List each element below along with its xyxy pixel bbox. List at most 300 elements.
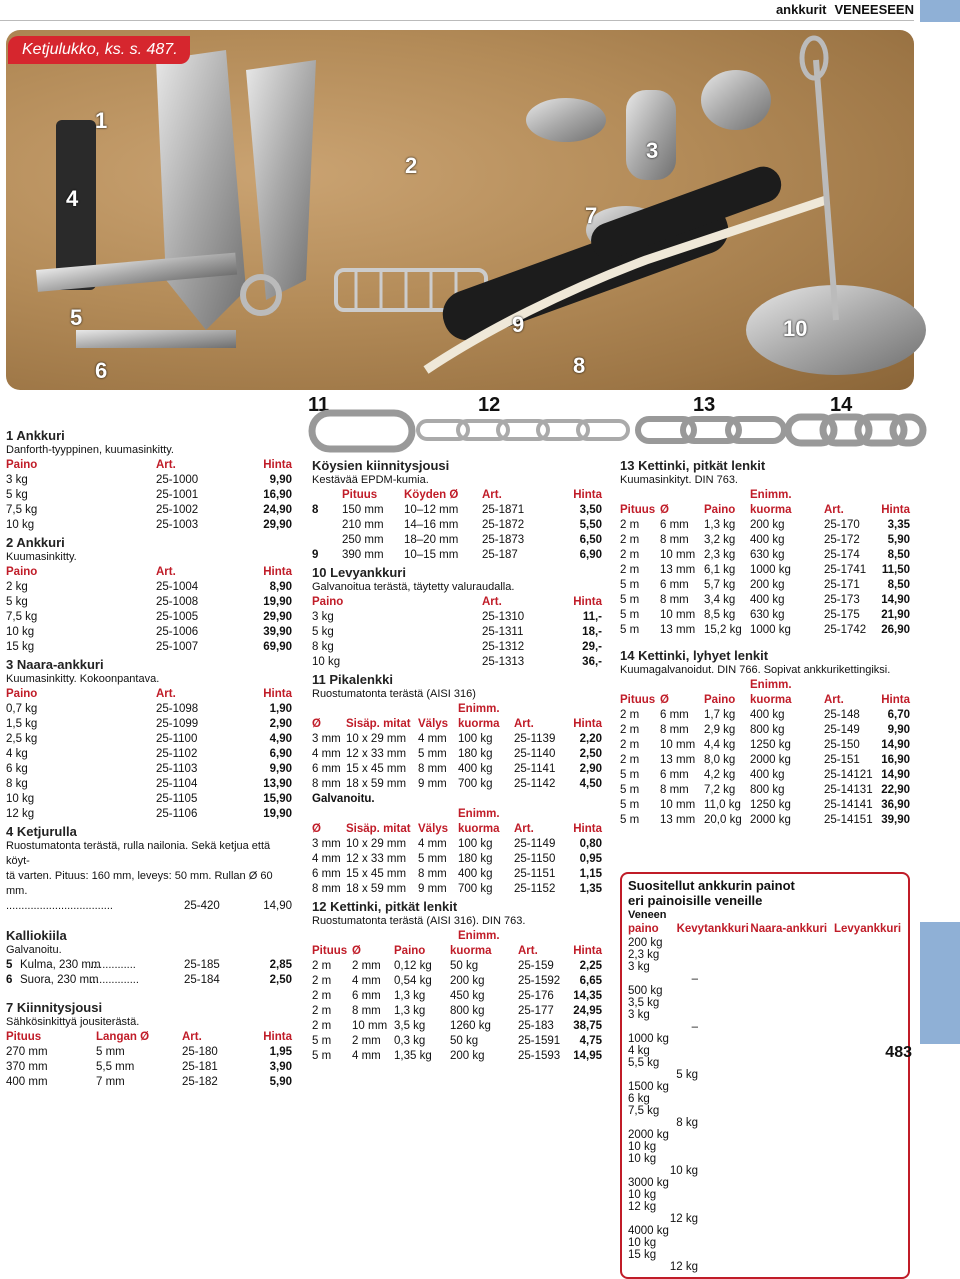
col-d: Ø	[660, 504, 669, 516]
spacer	[312, 702, 458, 717]
table-cell: 8,90	[269, 581, 292, 593]
col-pituus: Pituus	[312, 945, 348, 957]
table-header	[312, 717, 602, 732]
wedge-table	[6, 958, 292, 988]
table-cell: 3,2 kg	[704, 534, 736, 546]
table-cell: 2 m	[312, 975, 332, 987]
table-cell: 9,90	[269, 474, 292, 486]
recommendation-table	[628, 937, 902, 1273]
section-roller-desc-1: Ruostumatonta terästä, rulla nailonia. Sekä ketjua että köyt-	[6, 840, 271, 867]
table-cell: 0,7 kg	[6, 703, 38, 715]
table-cell: 2,50	[579, 748, 602, 760]
col-d: Ø	[660, 694, 669, 706]
table-cell: 4 mm	[352, 1050, 381, 1062]
spacer	[620, 488, 750, 503]
section-chain-12-title: 12 Kettinki, pitkät lenkit	[312, 899, 458, 914]
col-art: Art.	[824, 694, 844, 706]
table-cell: 2000 kg	[750, 814, 791, 826]
table-row	[620, 608, 910, 623]
table-cell: 9	[312, 549, 319, 561]
table-cell: 25-1005	[156, 611, 199, 623]
table-cell: 400 kg	[458, 868, 493, 880]
table-cell: 1,95	[269, 1046, 292, 1058]
table-cell: 10 kg	[6, 626, 35, 638]
table-cell: 2,3 kg	[628, 949, 660, 961]
section-plate-anchor-title: 10 Levyankkuri	[312, 565, 406, 580]
table-cell: 25-1106	[156, 808, 198, 820]
table-cell: 14,95	[573, 1050, 602, 1062]
table-cell: 50 kg	[450, 960, 479, 972]
col-levy: Levyankkuri	[833, 923, 902, 935]
chain-12-table	[312, 959, 602, 1064]
table-row	[620, 768, 910, 783]
table-cell: 7 mm	[96, 1076, 125, 1088]
table-cell: 5 mm	[96, 1046, 125, 1058]
table-cell: 2 m	[620, 754, 640, 766]
table-row	[312, 533, 602, 548]
col-paino: Paino	[704, 694, 736, 706]
table-row	[620, 533, 910, 548]
table-cell: 15 x 45 mm	[346, 868, 407, 880]
table-cell: 11,0 kg	[704, 799, 741, 811]
table-cell: 9 mm	[418, 778, 447, 790]
table-row	[312, 610, 602, 625]
col-art: Art.	[156, 459, 176, 471]
table-cell: 4 mm	[418, 838, 447, 850]
table-cell: 36,-	[582, 656, 602, 668]
table-row	[628, 937, 902, 985]
table-header	[312, 595, 602, 610]
table-cell: 3,50	[579, 504, 602, 516]
table-cell: 18,-	[582, 626, 602, 638]
product-illustration	[6, 30, 914, 390]
table-cell: 8 mm	[352, 1005, 381, 1017]
side-tab-lower	[920, 922, 960, 1044]
table-cell: 3,4 kg	[704, 594, 736, 606]
table-row	[312, 747, 602, 762]
table-cell: 2,9 kg	[704, 724, 736, 736]
col-paino: Paino	[704, 504, 736, 516]
table-row	[620, 593, 910, 608]
table-cell: 5 kg	[676, 1069, 698, 1081]
table-cell: 6 mm	[660, 579, 689, 591]
table-cell: 25-148	[824, 709, 860, 721]
table-cell: 25-14131	[824, 784, 873, 796]
col-art: Art.	[482, 596, 502, 608]
photo-label-5: 5	[70, 305, 83, 330]
table-row	[620, 548, 910, 563]
col-hinta: Hinta	[263, 459, 292, 471]
table-cell: 5,5 mm	[96, 1061, 135, 1073]
col-pituus: Pituus	[620, 504, 656, 516]
section-spring-title: 7 Kiinnitysjousi	[6, 1000, 103, 1015]
table-cell: 18 x 59 mm	[346, 778, 407, 790]
table-cell: 25-1002	[156, 504, 199, 516]
table-cell: 12 kg	[669, 1213, 698, 1225]
table-cell: 6 mm	[660, 519, 689, 531]
table-cell: 1000 kg	[628, 1033, 669, 1045]
table-cell: 25-1313	[482, 656, 525, 668]
table-cell: 24,90	[263, 504, 292, 516]
quick-link-icon	[312, 413, 412, 449]
section-anchor-3-title: 3 Naara-ankkuri	[6, 657, 104, 672]
col-hinta: Hinta	[263, 1031, 292, 1043]
table-cell: 10 mm	[352, 1020, 388, 1032]
table-cell: 19,90	[263, 596, 292, 608]
table-row	[6, 518, 292, 533]
table-cell: 14,90	[881, 769, 910, 781]
table-cell: 8 mm	[418, 868, 447, 880]
table-cell: 10 mm	[660, 609, 696, 621]
product-photo	[6, 30, 914, 390]
section-wedge-title: Kalliokiila	[6, 928, 67, 943]
table-cell: 800 kg	[450, 1005, 485, 1017]
table-row	[312, 762, 602, 777]
table-cell: 18–20 mm	[404, 534, 459, 546]
section-chain-12-desc: Ruostumatonta terästä (AISI 316). DIN 763.	[312, 915, 526, 927]
table-cell: 6 mm	[352, 990, 381, 1002]
table-cell: 4,90	[269, 733, 292, 745]
table-cell: 2,20	[579, 733, 602, 745]
col-hinta: Hinta	[881, 694, 910, 706]
table-row	[6, 732, 292, 747]
table-cell: 200 kg	[628, 937, 663, 949]
table-cell: 8 kg	[312, 641, 334, 653]
table-cell: 21,90	[881, 609, 910, 621]
table-row	[628, 985, 902, 1033]
table-cell: 5 m	[620, 769, 640, 781]
table-cell: 400 kg	[458, 763, 493, 775]
photo-label-9: 9	[512, 312, 525, 337]
table-row	[6, 503, 292, 518]
table-cell: 5 m	[620, 799, 640, 811]
photo-label-10: 10	[783, 316, 808, 341]
table-cell: 25-1150	[514, 853, 556, 865]
plate-anchor-table	[312, 610, 602, 670]
table-cell: 700 kg	[458, 778, 493, 790]
table-cell: 10 kg	[628, 1237, 657, 1249]
table-cell: 3 kg	[312, 611, 334, 623]
table-row	[6, 595, 292, 610]
table-cell: 10 mm	[660, 739, 696, 751]
table-cell: 4 mm	[312, 748, 341, 760]
table-cell: 2 m	[312, 1005, 332, 1017]
table-row	[628, 1033, 902, 1081]
table-cell: 25-1004	[156, 581, 199, 593]
table-cell: 450 kg	[450, 990, 485, 1002]
table-row	[620, 518, 910, 533]
table-cell: 25-14151	[824, 814, 873, 826]
table-cell: 25-174	[824, 549, 860, 561]
table-cell: 25-1149	[514, 838, 556, 850]
table-cell: 5	[6, 959, 13, 971]
table-cell: 5,7 kg	[704, 579, 736, 591]
table-cell: 5,90	[269, 1076, 292, 1088]
header-brand: VENEESEEN	[834, 2, 914, 17]
col-art: Art.	[482, 489, 502, 501]
col-kuorma: kuorma	[458, 823, 500, 835]
table-cell: 2 m	[620, 564, 640, 576]
table-cell: 29,-	[582, 641, 602, 653]
table-cell: 390 mm	[342, 549, 384, 561]
table-cell: 0,54 kg	[394, 975, 432, 987]
leader-dots: ...................................	[6, 900, 113, 912]
table-cell: 14,35	[573, 990, 602, 1002]
col-koyden: Köyden Ø	[404, 489, 459, 501]
box-head-0: Veneen	[628, 909, 667, 921]
table-cell: 25-1310	[482, 611, 525, 623]
table-cell: 25-182	[182, 1076, 218, 1088]
side-tab	[920, 0, 960, 22]
table-cell: 25-1311	[482, 626, 524, 638]
table-row	[312, 867, 602, 882]
chain-14-icon	[788, 417, 923, 443]
table-cell: 6,70	[887, 709, 910, 721]
table-cell: 0,80	[579, 838, 602, 850]
col-hinta: Hinta	[573, 718, 602, 730]
section-anchor-1-desc: Danforth-tyyppinen, kuumasinkitty.	[6, 444, 174, 456]
table-cell: 700 kg	[458, 883, 493, 895]
table-cell: 8,0 kg	[704, 754, 736, 766]
table-cell: 5 kg	[6, 489, 28, 501]
section-spring-desc: Sähkösinkittyä jousiterästä.	[6, 1016, 140, 1028]
table-row	[6, 1045, 292, 1060]
header-rule	[0, 20, 914, 21]
table-cell: 12 kg	[669, 1261, 698, 1273]
page-header	[776, 2, 914, 17]
table-row	[6, 792, 292, 807]
table-header-enimm	[312, 702, 602, 717]
table-row	[312, 625, 602, 640]
table-cell: 10 kg	[628, 1153, 657, 1165]
table-cell: 2000 kg	[750, 754, 791, 766]
chain-label-13: 13	[693, 394, 716, 416]
table-cell: 15,90	[263, 793, 292, 805]
col-enimm: Enimm.	[458, 930, 500, 942]
table-cell: 8 mm	[660, 784, 689, 796]
table-cell: 2,5 kg	[6, 733, 38, 745]
table-cell: 10 kg	[669, 1165, 698, 1177]
table-header	[312, 822, 602, 837]
section-chain-14-title: 14 Kettinki, lyhyet lenkit	[620, 648, 769, 663]
table-cell: 5 m	[620, 579, 640, 591]
table-cell: 1500 kg	[628, 1081, 669, 1093]
table-cell: 1000 kg	[750, 564, 791, 576]
table-cell: 180 kg	[458, 748, 493, 760]
table-cell: 8 mm	[660, 724, 689, 736]
table-cell: 2,90	[269, 718, 292, 730]
chain-13-icon	[638, 419, 784, 441]
table-cell: 25-1000	[156, 474, 199, 486]
table-cell: 9,90	[887, 724, 910, 736]
table-cell: –	[691, 973, 698, 985]
table-cell: –	[691, 1021, 698, 1033]
col-art: Art.	[514, 823, 534, 835]
table-cell: 1250 kg	[750, 739, 791, 751]
table-cell: 15 kg	[6, 641, 35, 653]
table-cell: 10–15 mm	[404, 549, 459, 561]
table-cell: 2 m	[620, 534, 640, 546]
table-cell: 3 kg	[628, 1009, 650, 1021]
table-cell: 19,90	[263, 808, 292, 820]
photo-title: Ketjulukko, ks. s. 487.	[8, 36, 190, 64]
table-cell: 5 mm	[418, 748, 447, 760]
table-cell: 8,50	[887, 549, 910, 561]
col-d: Ø	[312, 718, 321, 730]
photo-label-3: 3	[646, 138, 659, 163]
col-valys: Välys	[418, 718, 449, 730]
table-row	[6, 973, 292, 988]
table-row	[6, 899, 292, 914]
col-hinta: Hinta	[263, 566, 292, 578]
table-cell: 1,15	[579, 868, 602, 880]
col-valys: Välys	[418, 823, 449, 835]
table-cell: 25-183	[518, 1020, 554, 1032]
table-cell: 3,5 kg	[394, 1020, 426, 1032]
table-header-enimm	[620, 488, 910, 503]
price: 14,90	[263, 900, 292, 912]
table-cell: 5,50	[579, 519, 602, 531]
table-row	[312, 518, 602, 533]
table-cell: 7,2 kg	[704, 784, 736, 796]
table-cell: 3,35	[887, 519, 910, 531]
table-cell: 25-1142	[514, 778, 556, 790]
table-header	[620, 503, 910, 518]
table-cell: 6,90	[579, 549, 602, 561]
header-category: ankkurit	[775, 2, 827, 17]
col-paino: Paino	[394, 945, 426, 957]
table-cell: 13,90	[263, 778, 292, 790]
table-cell: 6 mm	[660, 769, 689, 781]
table-cell: 25-1103	[156, 763, 198, 775]
table-cell: 10 mm	[660, 799, 696, 811]
plate-anchor-icon	[746, 38, 926, 375]
table-cell: 5 kg	[312, 626, 334, 638]
table-row	[6, 702, 292, 717]
table-cell: 14,90	[881, 594, 910, 606]
spacer	[620, 678, 750, 693]
table-cell: 270 mm	[6, 1046, 48, 1058]
table-cell: 25-175	[824, 609, 860, 621]
table-cell: 1,3 kg	[394, 1005, 426, 1017]
table-cell: 6 mm	[312, 763, 341, 775]
table-cell: 3000 kg	[628, 1177, 669, 1189]
photo-label-4: 4	[66, 186, 79, 211]
section-quicklink-title: 11 Pikalenkki	[312, 672, 393, 687]
table-cell: 2 m	[620, 739, 640, 751]
table-cell: 400 kg	[750, 769, 785, 781]
section-roller-desc-2: tä varten. Pituus: 160 mm, leveys: 50 mm. Rullan Ø 60 mm.	[6, 870, 273, 897]
table-cell: 2 m	[312, 1020, 332, 1032]
table-cell: 400 mm	[6, 1076, 48, 1088]
table-row	[312, 837, 602, 852]
table-cell: 22,90	[881, 784, 910, 796]
table-cell: 10 x 29 mm	[346, 838, 407, 850]
table-row	[620, 563, 910, 578]
col-kuorma: kuorma	[750, 694, 792, 706]
chain-label-11: 11	[308, 394, 330, 416]
table-row	[312, 548, 602, 563]
table-row	[620, 578, 910, 593]
table-cell: 2,3 kg	[704, 549, 736, 561]
table-cell: 25-1100	[156, 733, 198, 745]
col-art: Art.	[514, 718, 534, 730]
table-row	[312, 640, 602, 655]
table-cell: 4 mm	[418, 733, 447, 745]
table-cell: 5 m	[620, 609, 640, 621]
table-cell: 25-177	[518, 1005, 554, 1017]
table-cell: 25-187	[482, 549, 518, 561]
galvanized-label: Galvanoitu.	[312, 793, 375, 805]
table-cell: 3 kg	[6, 474, 28, 486]
col-kuorma: kuorma	[750, 504, 792, 516]
anchor-1-table	[6, 473, 292, 533]
table-cell: 13 mm	[660, 624, 696, 636]
table-cell: 5 m	[620, 594, 640, 606]
table-cell: 7,5 kg	[6, 504, 38, 516]
table-cell: 25-14141	[824, 799, 873, 811]
table-row	[6, 747, 292, 762]
table-cell: 9,90	[269, 763, 292, 775]
table-cell: 2,50	[269, 974, 292, 986]
table-cell: 630 kg	[750, 549, 785, 561]
table-header	[6, 565, 292, 580]
table-cell: 25-171	[824, 579, 860, 591]
table-row	[6, 473, 292, 488]
table-row	[312, 852, 602, 867]
col-paino: paino	[628, 923, 659, 935]
table-cell: 36,90	[881, 799, 910, 811]
table-cell: 25-173	[824, 594, 860, 606]
col-d: Ø	[352, 945, 361, 957]
col-hinta: Hinta	[573, 489, 602, 501]
table-row	[312, 1019, 602, 1034]
col-sisap: Sisäp. mitat	[346, 718, 411, 730]
table-cell: 25-1008	[156, 596, 199, 608]
table-cell: 25-1873	[482, 534, 525, 546]
table-cell: 6,50	[579, 534, 602, 546]
table-cell: 25-1102	[156, 748, 198, 760]
table-cell: 25-1872	[482, 519, 525, 531]
table-cell: 2 m	[312, 960, 332, 972]
table-cell: 400 kg	[750, 594, 785, 606]
table-cell: 400 kg	[750, 534, 785, 546]
section-chain-13-title: 13 Kettinki, pitkät lenkit	[620, 458, 766, 473]
table-row	[6, 610, 292, 625]
table-row	[628, 1225, 902, 1273]
column-3	[620, 456, 910, 828]
table-cell: 8 mm	[312, 883, 341, 895]
col-paino: Paino	[6, 459, 38, 471]
table-cell: 25-181	[182, 1061, 218, 1073]
table-cell: 6 kg	[628, 1093, 650, 1105]
table-cell: 25-1098	[156, 703, 199, 715]
section-chain-13-desc: Kuumasinkityt. DIN 763.	[620, 474, 738, 486]
section-plate-anchor-desc: Galvanoitua terästä, täytetty valuraudalla.	[312, 581, 515, 593]
table-cell: 6,65	[579, 975, 602, 987]
table-cell: 14–16 mm	[404, 519, 459, 531]
table-cell: 1260 kg	[450, 1020, 491, 1032]
table-header-enimm	[312, 929, 602, 944]
table-cell: 25-1099	[156, 718, 199, 730]
anchor-3-table	[6, 702, 292, 822]
col-hinta: Hinta	[573, 596, 602, 608]
table-cell: 8 mm	[660, 594, 689, 606]
table-cell: 25-1007	[156, 641, 199, 653]
table-cell: 25-1001	[156, 489, 199, 501]
table-cell: 4 kg	[628, 1045, 650, 1057]
table-cell: 0,95	[579, 853, 602, 865]
